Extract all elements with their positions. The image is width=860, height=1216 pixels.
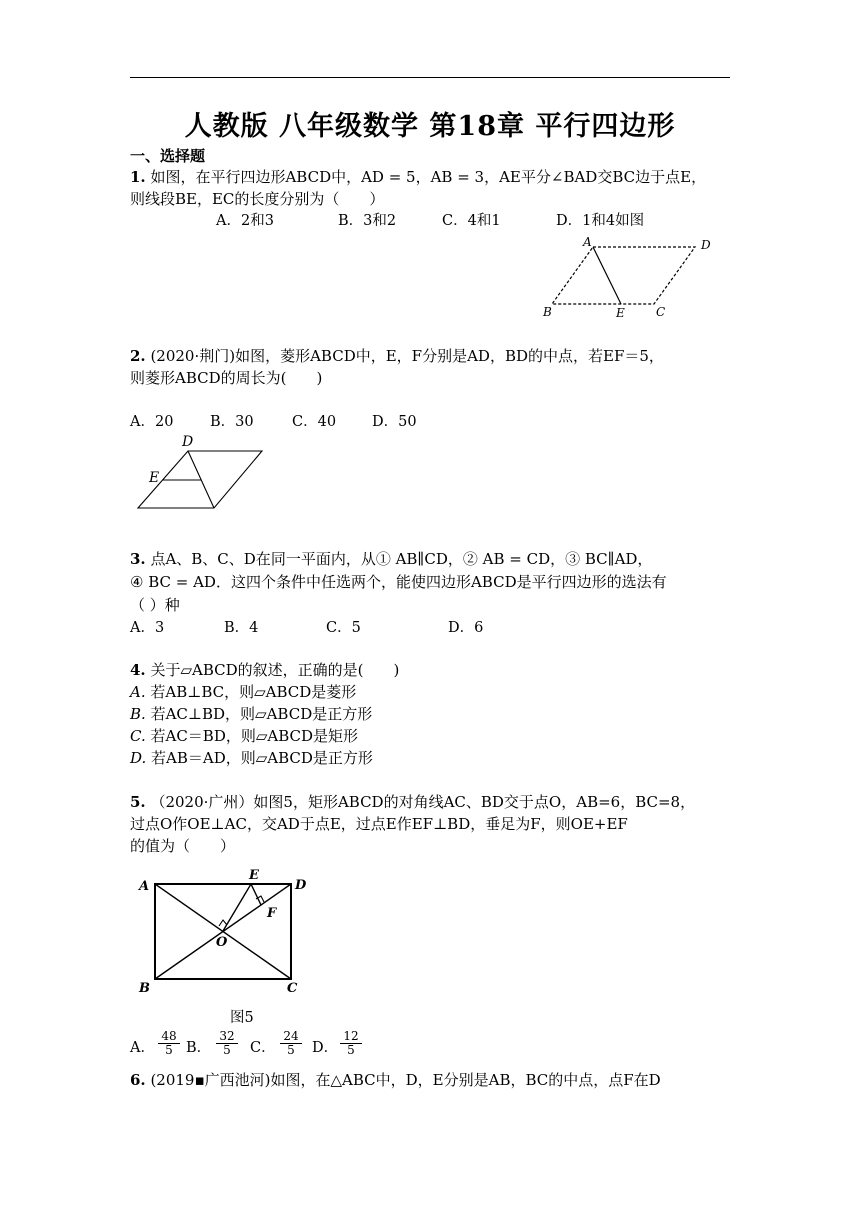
- q5-figure-caption: 图5: [230, 1010, 254, 1026]
- q1-label-e: E: [616, 306, 625, 320]
- q5-option-a-letter: A．: [130, 1040, 155, 1056]
- q1-option-b: B．3和2: [338, 213, 397, 229]
- q5-option-b-letter: B．: [186, 1040, 212, 1056]
- q5-label-d: D: [295, 878, 307, 893]
- q4-stem: [130, 660, 399, 680]
- q2-option-a: A．20: [130, 414, 174, 430]
- q4-choice-c: C. 若AC＝BD，则▱ABCD是矩形: [130, 727, 359, 745]
- q2-rhombus-figure: [130, 432, 270, 514]
- q3-option-a: A．3: [130, 620, 165, 636]
- q6-line1: [130, 1070, 661, 1090]
- q5-label-b: B: [139, 981, 150, 996]
- header-rule: [130, 77, 730, 78]
- q2-option-c: C．40: [292, 414, 337, 430]
- q1-label-d: D: [701, 238, 711, 252]
- q4-choice-a: A. 若AB⊥BC，则▱ABCD是菱形: [130, 683, 357, 701]
- q4-choice-d: D. 若AB＝AD，则▱ABCD是正方形: [130, 749, 373, 767]
- q5-option-d-fraction: $\frac{12}{5}$: [340, 1030, 362, 1057]
- q1-option-c: C．4和1: [442, 213, 501, 229]
- q2-label-e: E: [149, 470, 160, 486]
- q6-text-1: (2019▪广西池河)如图，在△ABC中，D，E分别是AB，BC的中点，点F在D: [150, 1071, 661, 1089]
- section-heading: 一、选择题: [130, 147, 206, 165]
- q1-number: 1.: [130, 168, 146, 186]
- q5-option-b-fraction: $\frac{32}{5}$: [216, 1030, 238, 1057]
- q3-line3: （ ）种: [130, 596, 180, 614]
- q5-label-f: F: [267, 906, 277, 921]
- q1-label-c: C: [656, 305, 666, 319]
- q2-option-b: B．30: [210, 414, 254, 430]
- q5-option-c-letter: C．: [250, 1040, 276, 1056]
- q3-text-1: 点A、B、C、D在同一平面内，从① AB∥CD，② AB = CD，③ BC∥AD，: [150, 550, 653, 568]
- q4-choice-b: B. 若AC⊥BD，则▱ABCD是正方形: [130, 705, 373, 723]
- q1-line1: [130, 167, 706, 187]
- q2-line2: 则菱形ABCD的周长为( ): [130, 369, 323, 387]
- q5-line1: [130, 792, 695, 812]
- q1-text-1: 如图，在平行四边形ABCD中，AD = 5，AB = 3，AE平分∠BAD交BC边于点E，: [150, 168, 707, 186]
- q3-option-d: D．6: [448, 620, 484, 636]
- q5-label-c: C: [287, 981, 298, 996]
- q4-number: 4.: [130, 661, 146, 679]
- q5-option-a-fraction: $\frac{48}{5}$: [158, 1030, 180, 1057]
- q5-option-d-letter: D．: [312, 1040, 339, 1056]
- q6-number: 6.: [130, 1071, 146, 1089]
- q2-label-d: D: [182, 434, 194, 450]
- q5-label-o: O: [216, 935, 228, 950]
- q1-option-d: D．1和4如图: [556, 213, 645, 229]
- q5-option-c-fraction: $\frac{24}{5}$: [280, 1030, 302, 1057]
- q2-text-1: (2020·荆门)如图，菱形ABCD中，E，F分别是AD，BD的中点，若EF＝5，: [150, 347, 664, 365]
- q3-line1: [130, 549, 652, 569]
- q1-parallelogram-figure: [540, 232, 730, 322]
- q3-option-b: B．4: [224, 620, 259, 636]
- q5-rectangle-figure: [130, 862, 320, 1002]
- q2-line1: [130, 346, 664, 366]
- q5-label-a: A: [139, 879, 150, 894]
- q2-option-d: D．50: [372, 414, 417, 430]
- q1-label-b: B: [543, 305, 552, 319]
- q5-line3: 的值为（ ）: [130, 837, 236, 855]
- q4-stem-text: 关于▱ABCD的叙述，正确的是( ): [150, 661, 400, 679]
- q3-number: 3.: [130, 550, 146, 568]
- q5-text-1: （2020·广州）如图5，矩形ABCD的对角线AC、BD交于点O，AB=6，BC=8，: [150, 793, 696, 811]
- q5-number: 5.: [130, 793, 146, 811]
- q3-line2: ④ BC = AD．这四个条件中任选两个，能使四边形ABCD是平行四边形的选法有: [130, 573, 667, 591]
- q1-option-a: A．2和3: [216, 213, 274, 229]
- q2-number: 2.: [130, 347, 146, 365]
- q5-line2: 过点O作OE⊥AC，交AD于点E，过点E作EF⊥BD，垂足为F，则OE+EF: [130, 815, 628, 833]
- q1-line2: 则线段BE，EC的长度分别为（ ）: [130, 190, 385, 208]
- page-title: 人教版 八年级数学 第18章 平行四边形: [184, 111, 676, 142]
- q3-option-c: C．5: [326, 620, 361, 636]
- q5-label-e: E: [249, 868, 259, 883]
- q1-label-a: A: [583, 235, 592, 249]
